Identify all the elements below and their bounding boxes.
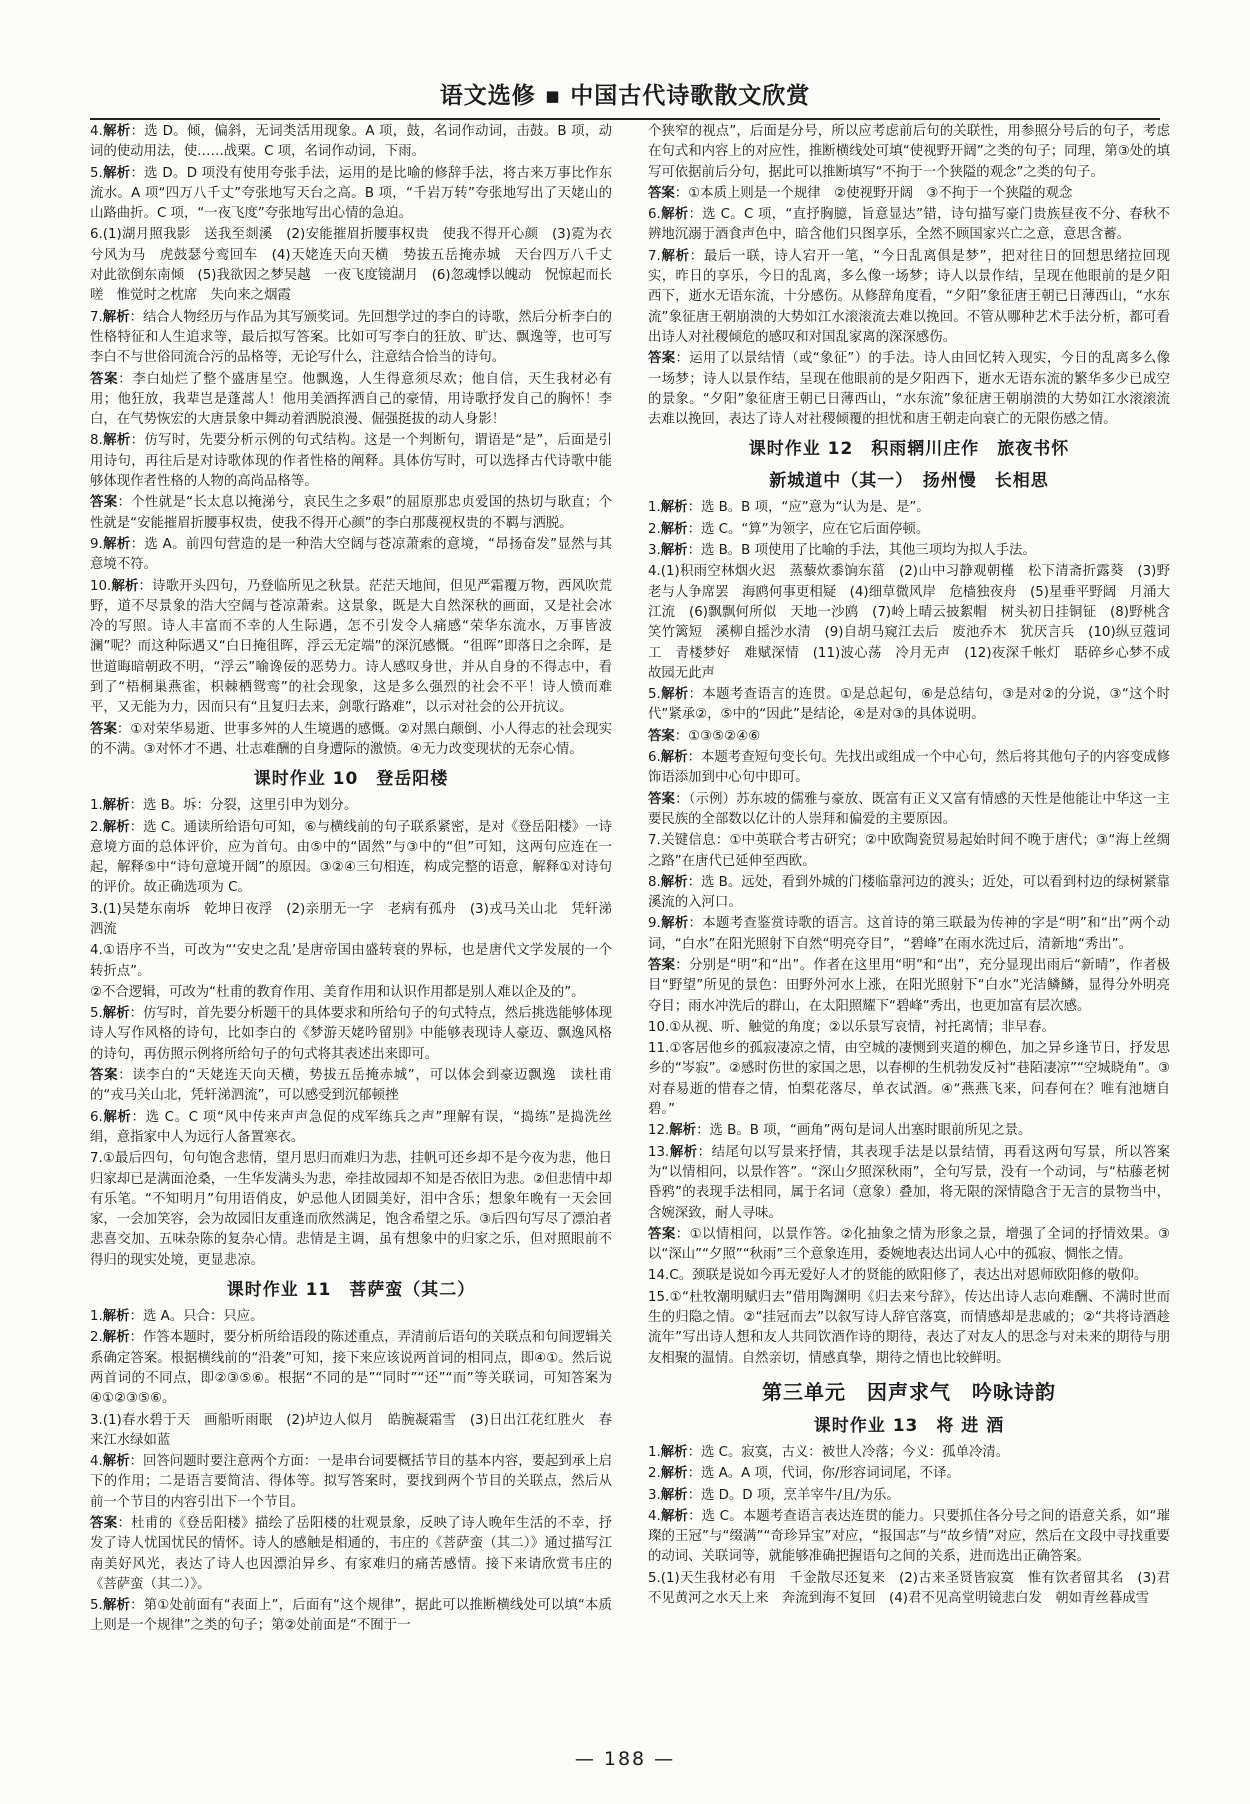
question-item xyxy=(90,1004,612,1065)
analysis-label: 解析 xyxy=(669,1144,698,1160)
label-colon: ： xyxy=(129,1454,143,1470)
analysis-label: 解析 xyxy=(102,536,131,552)
item-number: 9. xyxy=(648,916,661,932)
question-item xyxy=(90,1452,612,1513)
label-colon: ： xyxy=(687,1466,701,1482)
analysis-label: 解析 xyxy=(102,124,131,139)
question-item xyxy=(648,1143,1170,1224)
question-item xyxy=(90,1149,612,1271)
analysis-label: 解析 xyxy=(102,1109,132,1125)
analysis-label: 解析 xyxy=(660,874,688,890)
label-colon: ： xyxy=(687,543,701,559)
label-colon: ： xyxy=(117,495,132,511)
left-column xyxy=(90,122,626,1742)
item-text: 选 B。远处，看到外城的门楼临靠河边的渡头；近处，可以看到村边的绿树紧靠溪流的入河口。 xyxy=(648,874,1171,911)
item-number: 9. xyxy=(90,536,103,552)
answer-block xyxy=(90,493,612,534)
answer-label: 答案 xyxy=(90,721,117,737)
item-text: 选 C。“算”为领字，应在它后面停顿。 xyxy=(700,521,930,537)
label-colon: ： xyxy=(688,1508,702,1524)
label-colon: ： xyxy=(129,1330,143,1346)
item-number: 15. xyxy=(648,1289,670,1305)
item-number: 1. xyxy=(90,798,103,814)
analysis-label: 解析 xyxy=(660,1487,688,1503)
question-item xyxy=(648,1507,1170,1568)
item-text: (1)湖月照我影 送我至剡溪 (2)安能摧眉折腰事权贵 使我不得开心颜 (3)霓为衣兮风为马 虎鼓瑟兮鸾回车 (4)天姥连天向天横 势拔五岳掩赤城 天台四万八千丈 对此欲倒东南倾 (5)我欲因之梦吴越 一夜飞度镜湖月 (6)忽魂悸以魄动 怳惊起而长嗟 惟觉时之枕席 失向来之烟霞 xyxy=(90,227,626,304)
item-number: 7. xyxy=(90,309,103,325)
label-colon: ： xyxy=(675,351,690,367)
label-colon: ： xyxy=(116,721,131,737)
item-number: 7. xyxy=(648,833,661,849)
analysis-label: 解析 xyxy=(102,433,131,449)
homework-title: 课时作业 13 将 进 酒 xyxy=(813,1415,1005,1436)
item-text: 选 B。B 项，“画角”两句是词人出塞时眼前所见之景。 xyxy=(709,1123,1032,1139)
label-colon: ： xyxy=(674,728,689,744)
question-item xyxy=(648,831,1170,872)
label-colon: ： xyxy=(130,165,145,181)
answer-label: 答案 xyxy=(648,791,676,807)
question-item xyxy=(648,1464,1170,1484)
running-header xyxy=(90,78,1160,118)
label-colon: ： xyxy=(131,1109,146,1125)
right-column xyxy=(648,122,1184,1742)
question-item xyxy=(648,541,1170,561)
question-item xyxy=(648,685,1170,726)
item-text: 选 D。倾，偏斜，无词类活用现象。A 项，鼓，名词作动词，击鼓。B 项，动词的使动用法，使……战栗。C 项，名词作动词，下雨。 xyxy=(90,124,613,160)
analysis-label: 解析 xyxy=(660,521,688,537)
question-item xyxy=(90,308,612,369)
label-colon: ： xyxy=(118,371,133,387)
answer-block xyxy=(648,956,1170,1017)
item-number: 8. xyxy=(90,433,103,449)
item-text: 选 C。寂寞，古义：被世人冷落；今义：孤单冷清。 xyxy=(700,1444,1010,1460)
item-number: 3. xyxy=(90,1412,103,1428)
analysis-label: 解析 xyxy=(660,500,688,516)
homework-title: 课时作业 10 登岳阳楼 xyxy=(253,769,449,790)
item-text: C。颈联是说如今再无爱好人才的贤能的欧阳修了，表达出对恩师欧阳修的敬仰。 xyxy=(669,1268,1148,1284)
answer-block xyxy=(648,790,1170,831)
analysis-label: 解析 xyxy=(102,1309,130,1325)
answer-label: 答案 xyxy=(90,371,119,387)
item-number: 5. xyxy=(90,1598,103,1614)
item-text: 仿写时，首先要分析题干的具体要求和所给句子的句式特点，然后挑选能够体现诗人写作风格的诗句，比如李白的《梦游天姥吟留别》中能够表现诗人豪迈、飘逸风格的诗句，再仿照示例将所给句子的句式将其表述出来即可。 xyxy=(90,1006,613,1062)
item-number: 8. xyxy=(648,874,661,890)
analysis-label: 解析 xyxy=(102,1454,130,1470)
question-item xyxy=(90,1596,612,1637)
question-item xyxy=(90,164,612,225)
item-text: 结尾句以写景来抒情，其表现手法是以景结情，再看这两句写景，所以答案为“以情相问，以景作答”。“深山夕照深秋雨”，全句写景，没有一个动词，与“枯藤老树昏鸦”的表现手法相同，属于名词（意象）叠加，将无限的深情隐含于无言的景物当中，含婉深致，耐人寻味。 xyxy=(648,1144,1171,1221)
page-number: — 188 — xyxy=(574,1748,676,1770)
answer-label: 答案 xyxy=(90,1516,118,1531)
item-text: 选 C。通读所给语句可知，⑥与横线前的句子联系紧密，是对《登岳阳楼》一诗意境方面的总体评价，应为首句。由⑤中的“固然”与③中的“但”可知，这两句应连在一起，解释⑤中“诗句意境开阔”的原因。③②④三句相连，构成完整的语意，解释①对诗句的评价。故正确选项为 C。 xyxy=(90,819,613,896)
question-item xyxy=(90,941,612,982)
item-text: 本题考查语言的连贯。①是总起句，⑥是总结句，③是对②的分说，③“这个时代”紧承②，⑤中的“因此”是结论，④是对③的具体说明。 xyxy=(648,687,1171,723)
label-colon: ： xyxy=(118,1068,133,1084)
question-item xyxy=(648,1121,1170,1141)
item-number: 11. xyxy=(648,1041,670,1057)
item-number: 5. xyxy=(648,1570,661,1586)
label-colon: ： xyxy=(687,500,701,516)
header-rule xyxy=(90,118,1160,120)
item-text: (1)吴楚东南坼 乾坤日夜浮 (2)亲朋无一字 老病有孤舟 (3)戎马关山北 凭轩涕泗流 xyxy=(90,901,612,937)
item-text: ①对荣华易逝、世事多舛的人生境遇的感慨。②对黑白颠倒、小人得志的社会现实的不满。③对怀才不遇、壮志难酬的自身遭际的激愤。④无力改变现状的无奈心情。 xyxy=(90,721,613,757)
item-number: 4. xyxy=(648,564,661,580)
answer-label: 答案 xyxy=(90,495,118,511)
homework-title: 课时作业 11 菩萨蛮（其二） xyxy=(226,1280,476,1301)
item-text: (1)春水碧于天 画船听雨眠 (2)垆边人似月 皓腕凝霜雪 (3)日出江花红胜火 春来江水绿如蓝 xyxy=(90,1412,612,1448)
answer-columns xyxy=(90,122,1184,1742)
label-colon: ： xyxy=(117,1516,132,1531)
label-colon: ： xyxy=(129,1006,143,1022)
item-number: 6. xyxy=(648,750,661,766)
label-colon: ： xyxy=(687,1444,701,1460)
label-colon: ： xyxy=(675,1226,690,1242)
homework-title: 新城道中（其一） 扬州慢 长相思 xyxy=(769,471,1049,492)
item-text: 最后一联，诗人宕开一笔，“今日乱离俱是梦”，把对往日的回想思绪拉回现实，昨日的享乐，今日的乱离，多么像一场梦；诗人以景作结，呈现在他眼前的是夕阳西下，逝水无语东流，十分感伤。从修辞角度看，“夕阳”象征唐王朝已日薄西山，“水东流”象征唐王朝崩溃的大势如江水滚滚流去难以挽回。不管从哪种艺术手法分析，都可看出诗人对社稷倾危的感叹和对国乱家离的深深感伤。 xyxy=(648,248,1171,345)
item-number: 6. xyxy=(90,1109,103,1125)
analysis-label: 解析 xyxy=(660,543,688,559)
item-number: 12. xyxy=(648,1123,670,1139)
question-item xyxy=(648,205,1170,246)
continuation-text: ②不合逻辑，可改为“杜甫的教育作用、美育作用和认识作用都是别人难以企及的”。 xyxy=(90,984,585,1000)
analysis-label: 解析 xyxy=(102,819,130,835)
item-text: 选 A。前四句营造的是一种浩大空阔与苍凉萧索的意境，“昂扬奋发”显然与其意境不符。 xyxy=(90,536,613,573)
question-item xyxy=(90,1328,612,1409)
analysis-label: 解析 xyxy=(660,916,689,932)
item-text: ①③⑤②④⑥ xyxy=(688,728,761,744)
question-item xyxy=(648,562,1184,684)
label-colon: ： xyxy=(138,578,153,594)
label-colon: ： xyxy=(129,798,143,814)
item-number: 14. xyxy=(648,1268,670,1284)
label-colon: ： xyxy=(689,248,704,264)
answer-block xyxy=(90,720,612,761)
item-text: (1)天生我材必有用 千金散尽还复来 (2)古来圣贤皆寂寞 惟有饮者留其名 (3)君不见黄河之水天上来 奔流到海不复回 (4)君不见高堂明镜悲白发 朝如青丝暮成雪 xyxy=(648,1570,1170,1606)
analysis-label: 解析 xyxy=(102,1330,130,1346)
answer-block xyxy=(648,349,1170,430)
item-text: ①语序不当，可改为“‘安史之乱’是唐帝国由盛转衰的界标，也是唐代文学发展的一个转折点”。 xyxy=(90,943,612,979)
analysis-label: 解析 xyxy=(660,750,688,766)
item-number: 5. xyxy=(90,165,103,181)
question-item xyxy=(90,535,612,576)
item-text: 选 A。A 项，代词，你/形容词词尾，不译。 xyxy=(700,1466,960,1482)
answer-label: 答案 xyxy=(648,957,676,973)
analysis-label: 解析 xyxy=(102,1598,131,1614)
label-colon: ： xyxy=(130,1598,144,1614)
question-item xyxy=(648,520,1170,540)
item-number: 2. xyxy=(648,521,661,537)
question-item xyxy=(648,1039,1170,1120)
item-number: 13. xyxy=(648,1144,670,1160)
analysis-label: 解析 xyxy=(669,1123,697,1139)
label-colon: ： xyxy=(688,687,703,703)
question-item xyxy=(90,225,626,306)
answer-label: 答案 xyxy=(648,728,675,744)
question-item xyxy=(90,431,612,492)
label-colon: ： xyxy=(687,521,701,537)
analysis-label: 解析 xyxy=(660,1466,688,1482)
item-text: 李白灿烂了整个盛唐星空。他飘逸，人生得意须尽欢；他自信，天生我材必有用；他狂放，我辈岂是蓬蒿人！他用美酒挥洒自己的豪情，用诗歌抒发自己的胸怀！李白，在气势恢宏的大唐景象中舞动着洒脱浪漫、倔强挺拔的动人身影！ xyxy=(90,371,613,428)
answer-block xyxy=(90,1066,612,1107)
item-text: 个性就是“长太息以掩涕兮，哀民生之多艰”的屈原那忠贞爱国的热切与耿直；个性就是“安能摧眉折腰事权贵，使我不得开心颜”的李白那蔑视权贵的不羁与洒脱。 xyxy=(90,495,613,531)
answer-block xyxy=(90,1514,612,1595)
label-colon: ： xyxy=(697,1144,712,1160)
item-number: 10. xyxy=(648,1019,670,1035)
label-colon: ： xyxy=(130,536,145,552)
item-number: 4. xyxy=(90,1454,103,1470)
unit-title: 第三单元 因声求气 吟咏诗韵 xyxy=(762,1379,1056,1404)
question-item xyxy=(90,818,612,899)
item-text: ①从视、听、触觉的角度；②以乐景写哀情，衬托离情；非早春。 xyxy=(669,1019,1055,1035)
label-colon: ： xyxy=(674,185,689,201)
analysis-label: 解析 xyxy=(660,248,690,264)
label-colon: ： xyxy=(129,1309,143,1325)
analysis-label: 解析 xyxy=(111,578,139,594)
item-text: 第①处前面有“表面上”，后面有“这个规律”，据此可以推断横线处可以填“本质上则是一个规律”之类的句子；第②处前面是“不囿于一 xyxy=(90,1598,612,1634)
label-colon: ： xyxy=(687,750,701,766)
label-colon: ： xyxy=(130,124,145,139)
answer-label: 答案 xyxy=(90,1068,119,1084)
item-number: 3. xyxy=(648,1487,661,1503)
item-text: 选 D。D 项没有使用夸张手法，运用的是比喻的修辞手法，将古来万事比作东流水。A 项“四万八千丈”夸张地写天台之高。B 项，“千岩万转”夸张地写出了天姥山的山路曲折。C 项，“一夜飞度”夸张地写出心情的急迫。 xyxy=(90,165,613,222)
label-colon: ： xyxy=(688,916,703,932)
item-text: ①客居他乡的孤寂凄凉之情，由空城的凄恻到夹道的柳色，加之异乡逢节日，抒发思乡的“岑寂”。②感时伤世的家国之思，以春柳的生机勃发反衬“巷陌凄凉”“空城晓角”。③对春易逝的惜春之情，怕梨花落尽，单衣试酒。④“燕燕飞来，问春何在？唯有池塘自碧。” xyxy=(648,1041,1170,1118)
analysis-label: 解析 xyxy=(660,687,689,703)
item-text: (1)积雨空林烟火迟 蒸藜炊黍饷东菑 (2)山中习静观朝槿 松下清斋折露葵 (3)野老与人争席罢 海鸥何事更相疑 (4)细草微风岸 危樯独夜舟 (5)星垂平野阔 月涌大江流 (6)飘飘何所似 天地一沙鸥 (7)岭上晴云披絮帽 树头初日挂铜钲 (8)野桃含笑竹篱短 溪柳自摇沙水清 (9)自胡马窥江去后 废池乔木 犹厌言兵 (10)纵豆蔻词工 青楼梦好 难赋深情 (11)波心荡 冷月无声 (12)夜深千帐灯 聒碎乡心梦不成 故园无此声 xyxy=(648,564,1184,681)
item-number: 10. xyxy=(90,578,112,594)
question-item xyxy=(648,498,1170,518)
item-number: 4. xyxy=(90,124,103,139)
item-number: 4. xyxy=(90,943,103,959)
item-number: 5. xyxy=(90,1006,103,1022)
answer-block xyxy=(648,184,1170,204)
item-text: 分别是“明”和“出”。作者在这里用“明”和“出”，充分显现出雨后“新晴”，作者极目“野望”所见的景色：田野外河水上涨，在阳光照射下“白水”光洁鳞鳞，显得分外明亮夺目；雨水冲洗后的群山，在太阳照耀下“碧峰”秀出，也更加富有层次感。 xyxy=(648,957,1171,1014)
question-item xyxy=(648,1569,1170,1610)
answer-block xyxy=(648,727,1170,747)
item-text: 选 C。C 项“风中传来声声急促的戍军练兵之声”理解有误，“捣练”是捣洗丝绢，意指家中人为远行人备置寒衣。 xyxy=(90,1109,613,1145)
item-number: 7. xyxy=(648,248,661,264)
label-colon: ： xyxy=(129,819,144,835)
page-number-value: 188 xyxy=(603,1748,647,1770)
item-text: 本题考查鉴赏诗歌的语言。这首诗的第三联最为传神的字是“明”和“出”两个动词，“白水”在阳光照射下自然“明亮夺目”，“碧峰”在雨水洗过后，清新地“秀出”。 xyxy=(648,916,1170,952)
item-text: 回答问题时要注意两个方面：一是串台词要概括节目的基本内容，要起到承上启下的作用；二是语言要简洁、得体等。拟写答案时，要找到两个节目的关联点，然后从前一个节目的内容引出下一个节目。 xyxy=(90,1454,613,1510)
header-title: 语文选修 ▪ 中国古代诗歌散文欣赏 xyxy=(439,83,811,109)
question-item xyxy=(90,1108,612,1149)
item-text: ①本质上则是一个规律 ②使视野开阔 ③不拘于一个狭隘的观念 xyxy=(688,185,1073,201)
item-text: ①“杜牧潮明赋归去”借用陶渊明《归去来兮辞》，传达出诗人志向难酬、不满时世而生的归隐之情。②“挂冠而去”以叙写诗人辞官落寞，而情感却是悲戚的；②“共将诗酒趁流年”写出诗人想和友人共同饮酒作诗的期待，表达了对友人的思念与对未来的期待与朋友相聚的温情。自然亲切，情感真挚，期待之情也比较鲜明。 xyxy=(648,1289,1170,1366)
item-number: 6. xyxy=(90,227,103,243)
answer-label: 答案 xyxy=(648,351,676,367)
label-colon: ： xyxy=(688,207,703,223)
item-text: （示例）苏东坡的儒雅与豪放、既富有正义又富有情感的天性是他能让中华这一主要民族的全部数以亿计的人崇拜和偏爱的主要原因。 xyxy=(648,791,1170,827)
question-item xyxy=(648,1443,1170,1463)
item-text: ①以情相问，以景作答。②化抽象之情为形象之景，增强了全词的抒情效果。③以“深山”“夕照”“秋雨”三个意象连用，委婉地表达出词人心中的孤寂、惆怅之情。 xyxy=(648,1226,1170,1263)
item-number: 1. xyxy=(90,1309,103,1325)
question-item xyxy=(90,577,612,719)
item-text: 选 C。本题考查语言表达连贯的能力。只要抓住各分号之间的语意关系，如“璀璨的王冠”与“缀满”“奇珍异宝”对应，“报国志”与“故乡情”对应，然后在文段中寻找重要的动词、关联词等，就能够准确把握语句之间的关系，进而选出正确答案。 xyxy=(648,1508,1171,1565)
question-item xyxy=(648,748,1170,789)
question-item xyxy=(648,914,1170,955)
question-item xyxy=(90,900,612,941)
item-text: 本题考查短句变长句。先找出或组成一个中心句，然后将其他句子的内容变成修饰语添加到中心句中即可。 xyxy=(648,750,1171,786)
item-text: 读李白的“天姥连天向天横，势拔五岳掩赤城”，可以体会到豪迈飘逸 读杜甫的“戎马关山北，凭轩涕泗流”，可以感受到沉郁顿挫 xyxy=(90,1068,613,1104)
item-number: 6. xyxy=(648,207,661,223)
label-colon: ： xyxy=(129,309,143,325)
analysis-label: 解析 xyxy=(102,165,131,181)
item-text: 选 A。只合：只应。 xyxy=(142,1309,264,1325)
item-number: 2. xyxy=(90,1330,103,1346)
item-text: 运用了以景结情（或“象征”）的手法。诗人由回忆转入现实，今日的乱离多么像一场梦；诗人以景作结，呈现在他眼前的是夕阳西下，逝水无语东流的繁华多少已成空的景象。“夕阳”象征唐王朝已日薄西山，“水东流”象征唐王朝崩溃的大势如江水滚滚流去难以挽回，表达了诗人对社稷倾覆的担忧和唐王朝走向衰亡的无限伤感之情。 xyxy=(648,351,1171,428)
item-number: 4. xyxy=(648,1508,661,1524)
item-number: 2. xyxy=(90,819,103,835)
question-item xyxy=(648,1266,1170,1286)
question-item xyxy=(90,1411,612,1452)
item-text: 选 B。B 项使用了比喻的手法，其他三项均为拟人手法。 xyxy=(700,543,1036,559)
analysis-label: 解析 xyxy=(660,1508,689,1524)
analysis-label: 解析 xyxy=(102,798,130,814)
item-number: 1. xyxy=(648,500,661,516)
item-text: 选 B。坼：分裂，这里引申为划分。 xyxy=(142,798,358,814)
question-item xyxy=(648,1486,1170,1506)
analysis-label: 解析 xyxy=(660,207,689,223)
item-text: 关键信息：①中英联合考古研究；②中欧陶瓷贸易起始时间不晚于唐代；③“海上丝绸之路”在唐代已延伸至西欧。 xyxy=(648,833,1170,869)
label-colon: ： xyxy=(687,874,701,890)
question-item xyxy=(648,873,1170,914)
item-text: 选 D。D 项，烹羊宰牛/且/为乐。 xyxy=(700,1487,900,1503)
question-item xyxy=(648,247,1170,348)
analysis-label: 解析 xyxy=(102,1006,130,1022)
label-colon: ： xyxy=(687,1487,701,1503)
answer-block xyxy=(648,1225,1170,1266)
item-text: 选 C。C 项，“直抒胸臆，旨意显达”错，诗句描写豪门贵族昼夜不分、春秋不辨地沉溺于酒食声色中，暗含他们只图享乐，全然不顾国家兴亡之意，意思含蓄。 xyxy=(648,207,1171,243)
continuation-text: 个狭窄的视点”，后面是分号，所以应考虑前后句的关联性，用参照分号后的句子，考虑在句式和内容上的对应性，推断横线处可填“使视野开阔”之类的句子；同理，第③处的填写可依据前后分句，据此可以推断填写“不拘于一个狭隘的观念”之类的句子。 xyxy=(648,124,1170,180)
item-text: 仿写时，先要分析示例的句式结构。这是一个判断句，谓语是“是”，后面是引用诗句，再往后是对诗歌体现的作者性格的阐释。具体仿写时，可以选择古代诗歌中能够体现作者性格的人物的高尚品格等。 xyxy=(90,433,613,490)
item-number: 3. xyxy=(648,543,661,559)
item-number: 3. xyxy=(90,901,103,917)
question-item xyxy=(648,1018,1170,1038)
item-text: 结合人物经历与作品为其写颁奖词。先回想学过的李白的诗歌，然后分析李白的性格特征和人生追求等，最后拟写答案。比如可写李白的狂放、旷达、飘逸等，也可写李白不与世俗同流合污的品格等，无论写什么，注意结合恰当的诗句。 xyxy=(90,309,613,366)
question-item xyxy=(90,1307,612,1327)
answer-block xyxy=(90,370,612,431)
question-item xyxy=(90,796,612,816)
item-number: 2. xyxy=(648,1466,661,1482)
item-text: 选 B。B 项，“应”意为“认为是、是”。 xyxy=(700,500,930,516)
label-colon: ： xyxy=(675,957,689,973)
answer-label: 答案 xyxy=(648,1226,676,1242)
item-number: 7. xyxy=(90,1151,103,1167)
item-number: 1. xyxy=(648,1444,661,1460)
item-text: 作答本题时，要分析所给语段的陈述重点，弄清前后语句的关联点和句间逻辑关系确定答案。根据横线前的“沿袭”可知，接下来应该说两首词的相同点，即④①。然后说两首词的不同点，即②③⑤⑥。根据“不同的是”“同时”“还”“而”等关联词，可知答案为④①②③⑤⑥。 xyxy=(90,1330,613,1407)
analysis-label: 解析 xyxy=(660,1444,688,1460)
item-number: 5. xyxy=(648,687,661,703)
item-text: 诗歌开头四句，乃登临所见之秋景。茫茫天地间，但见严霜覆万物，西风吹荒野，道不尽景象的浩大空阔与苍凉萧索。这景象，既是大自然深秋的画面，又是社会冰冷的写照。诗人丰富而不幸的人生际遇，怎不引发令人痛感“荣华东流水，万事皆波澜”呢？而这种际遇又“白日掩徂晖，浮云无定端”的深沉感慨。“徂晖”即落日之余晖，是世道晦暗朝政不明，“浮云”喻谗佞的恶势力。诗人感叹身世，并从自身的不得志中，看到了“梧桐巢燕雀，枳棘栖鸳鸾”的社会现象，这是多么强烈的社会不平！诗人愤而难平，又无能为力，因而只有“且复归去来，剑歌行路难”，以示对社会的公开抗议。 xyxy=(90,578,613,716)
label-colon: ： xyxy=(675,791,689,807)
question-item xyxy=(90,122,612,163)
item-text: 杜甫的《登岳阳楼》描绘了岳阳楼的壮观景象，反映了诗人晚年生活的不幸，抒发了诗人忧国忧民的情怀。诗人的感触是相通的，韦庄的《菩萨蛮（其二）》通过描写江南美好风光，表达了诗人也因漂泊异乡、有家难归的痛苦感情。接下来请欣赏韦庄的《菩萨蛮（其二）》。 xyxy=(90,1516,613,1592)
analysis-label: 解析 xyxy=(102,309,130,325)
question-item xyxy=(648,1288,1170,1369)
label-colon: ： xyxy=(130,433,145,449)
label-colon: ： xyxy=(696,1123,710,1139)
answer-label: 答案 xyxy=(648,185,675,201)
item-text: ①最后四句，句句饱含悲情，望月思归而难归为悲，挂帆可还乡却不是今夜为悲，他日归家却已是满面沧桑，一生华发满头为悲，牵挂故园却不知是否依旧为悲。②但悲情中却有乐笔。“不知明月”句用语俏皮，妒忌他人团圆美好，泪中含乐；想象年晚有一天会回家，一会加笑容，会为故园旧友重逢而欣然满足，饱含希望之乐。③后四句写尽了漂泊者悲喜交加、五味杂陈的复杂心情。悲情是主调，虽有想象中的归家之乐，但对照眼前不得归的现实处境，更显悲凉。 xyxy=(90,1151,612,1268)
homework-title: 课时作业 12 积雨辋川庄作 旅夜书怀 xyxy=(748,439,1070,460)
